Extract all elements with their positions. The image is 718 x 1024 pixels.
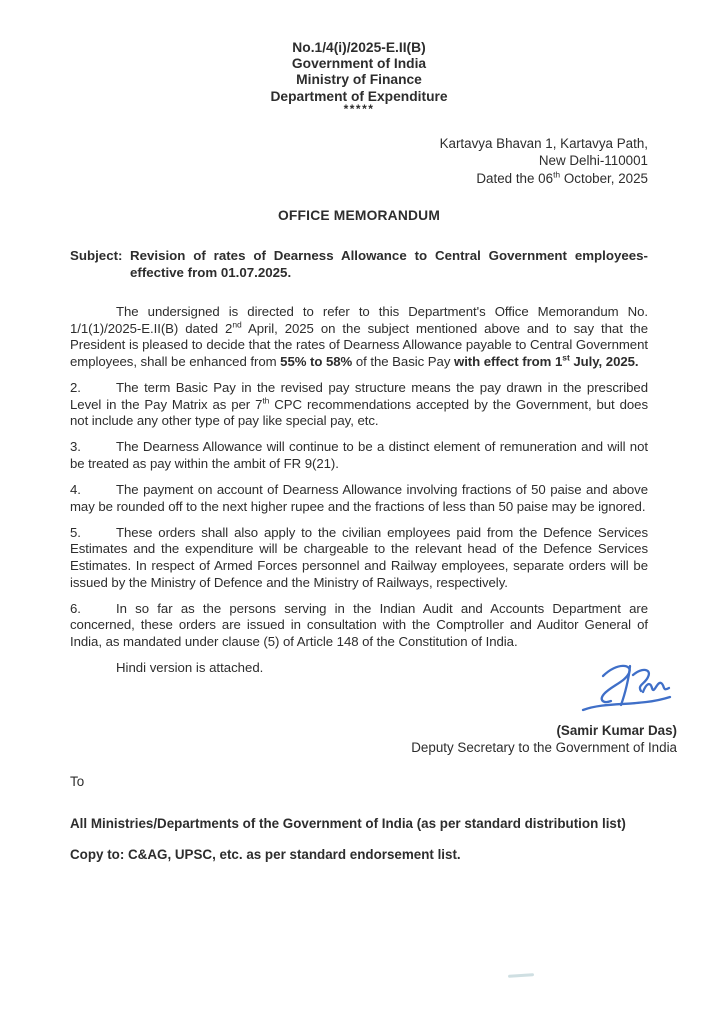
para4-number: 4. — [70, 482, 81, 498]
address-block — [70, 135, 648, 187]
para1-bold-rates: 55% to 58% — [280, 354, 353, 369]
separator-asterisks: ***** — [343, 101, 375, 116]
handwritten-signature-icon — [573, 660, 675, 723]
para3-text: The Dearness Allowance will continue to be a distinct element of remuneration and will not be treated as pay within the ambit of FR 9(21). — [70, 439, 648, 471]
date-text-rest: October, 2025 — [560, 170, 648, 186]
signature-block — [70, 690, 677, 756]
subject-block — [70, 248, 648, 281]
para1-bold-ordinal-sup: st — [562, 352, 570, 363]
para5-number: 5. — [70, 524, 81, 540]
date-ordinal-sup: th — [553, 169, 561, 180]
date-line — [70, 170, 648, 187]
para1-bold-effect — [454, 354, 639, 369]
para3-number: 3. — [70, 439, 81, 455]
subject-line-1: Revision of rates of Dearness Allowance to Central Government employees- — [130, 248, 648, 264]
org-line-government: Government of India — [291, 56, 427, 72]
subject-line-2: effective from 01.07.2025. — [130, 264, 292, 280]
hindi-version-note: Hindi version is attached. — [116, 660, 264, 676]
para1-bold-effect-text: with effect from 1 — [453, 354, 563, 369]
para1-bold-effect-rest: July, 2025. — [569, 354, 639, 369]
subject-label: Subject: — [70, 248, 123, 264]
para1-text-3: of the Basic Pay — [352, 354, 454, 369]
scan-artifact — [508, 973, 534, 978]
para2-ordinal-sup: th — [262, 395, 270, 406]
para2-number: 2. — [70, 380, 81, 396]
subject-text — [130, 248, 648, 281]
org-line-department: Department of Expenditure — [270, 88, 448, 104]
para1-text: The undersigned is directed to refer to this Department's Office Memorandum No. 1/1(1)/2025-E.II(B) dated 2 — [70, 304, 648, 336]
paragraph-4 — [70, 482, 648, 515]
paragraph-6 — [70, 601, 648, 651]
para1-text-2: April, 2025 on the subject mentioned above and to say that the President is pleased to decide that the rates of Dearness Allowance payable to Central Government employees, shall be enhanced from — [70, 320, 648, 369]
address-line-2: New Delhi-110001 — [538, 153, 648, 169]
paragraph-1 — [70, 304, 648, 370]
para5-text: These orders shall also apply to the civilian employees paid from the Defence Services Estimates and the expenditure will be chargeable to the relevant head of the Defence Services Estimates. In respect of Armed Forces personnel and Railway employees, separate orders will be issued by the Ministry of Defence and the Ministry of Railways, respectively. — [70, 524, 648, 590]
address-line-1: Kartavya Bhavan 1, Kartavya Path, — [439, 135, 648, 151]
para6-number: 6. — [70, 600, 81, 616]
org-line-ministry: Ministry of Finance — [296, 72, 422, 88]
signatory-designation: Deputy Secretary to the Government of India — [411, 739, 677, 755]
para6-text: In so far as the persons serving in the Indian Audit and Accounts Department are concerned, these orders are issued in consultation with the Comptroller and Auditor General of India, as mandated under clause (5) of Article 148 of the Constitution of India. — [70, 600, 648, 649]
reference-number: No.1/4(i)/2025-E.II(B) — [292, 40, 426, 55]
para1-ordinal-sup: nd — [232, 319, 242, 330]
to-label: To — [70, 774, 85, 790]
paragraph-3 — [70, 439, 648, 472]
paragraph-5 — [70, 525, 648, 591]
paragraph-2 — [70, 380, 648, 430]
para2-text: The term Basic Pay in the revised pay structure means the pay drawn in the prescribed Level in the Pay Matrix as per 7 — [70, 380, 648, 412]
para2-text-2: CPC recommendations accepted by the Government, but does not include any other type of pay like special pay, etc. — [70, 396, 649, 429]
signatory-name: (Samir Kumar Das) — [556, 723, 677, 739]
date-text: Dated the 06 — [476, 170, 554, 186]
para4-text: The payment on account of Dearness Allowance involving fractions of 50 paise and above may be rounded off to the next higher rupee and the fractions of less than 50 paise may be ignored. — [70, 482, 648, 514]
copy-to-line: Copy to: C&AG, UPSC, etc. as per standard endorsement list. — [70, 847, 461, 863]
memo-title: OFFICE MEMORANDUM — [277, 208, 441, 224]
distribution-line: All Ministries/Departments of the Government of India (as per standard distribution list) — [70, 816, 626, 832]
